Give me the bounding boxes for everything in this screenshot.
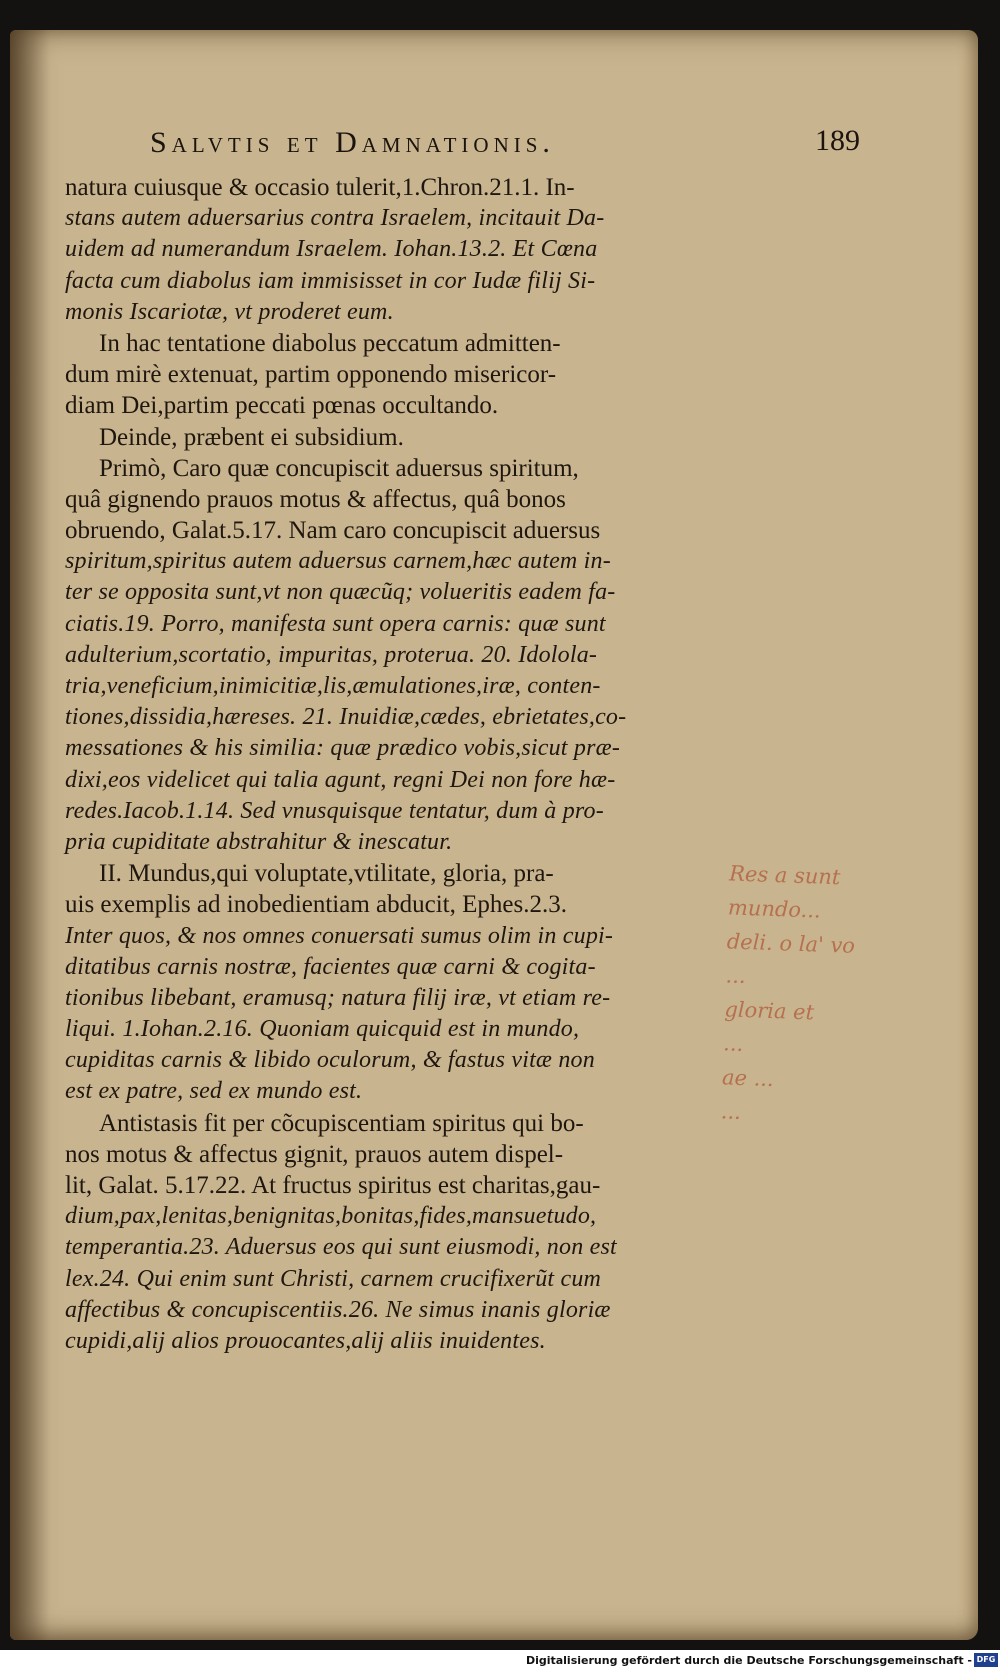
running-title: Salvtis et Damnationis. bbox=[150, 126, 555, 159]
text-line: spiritum,spiritus autem aduersus carnem,hæc autem in- bbox=[65, 548, 611, 575]
marginalia-line: mundo... bbox=[727, 895, 822, 923]
marginalia-line: deli. o la' vo bbox=[726, 929, 856, 958]
book-page bbox=[10, 30, 978, 1640]
marginalia-line: ae ... bbox=[721, 1065, 775, 1092]
body-text bbox=[65, 172, 715, 1357]
text-line: ter se opposita sunt,vt non quæcũq; volueritis eadem fa- bbox=[65, 579, 616, 606]
text-line: tionibus libebant, eramusq; natura filij iræ, vt etiam re- bbox=[65, 984, 611, 1011]
text-line: lit, Galat. 5.17.22. At fructus spiritus est charitas,gau- bbox=[65, 1172, 601, 1199]
text-line: stans autem aduersarius contra Israelem, incitauit Da- bbox=[65, 205, 605, 232]
text-line: diam Dei,partim peccati pœnas occultando. bbox=[65, 392, 499, 420]
text-line: In hac tentatione diabolus peccatum admitten- bbox=[99, 329, 561, 357]
text-line: messationes & his similia: quæ prædico vobis,sicut præ- bbox=[65, 735, 621, 762]
text-line: nos motus & affectus gignit, prauos autem dispel- bbox=[65, 1140, 564, 1168]
marginalia-line: ... bbox=[722, 1031, 744, 1056]
page-number: 189 bbox=[815, 124, 860, 157]
handwritten-marginalia bbox=[720, 856, 939, 1135]
text-line: monis Iscariotæ, vt proderet eum. bbox=[65, 298, 394, 325]
marginalia-line: ... bbox=[725, 963, 747, 989]
text-line: cupidi,alij alios prouocantes,alij aliis inuidentes. bbox=[65, 1327, 546, 1354]
text-line: dum mirè extenuat, partim opponendo misericor- bbox=[65, 361, 557, 389]
text-line: obruendo, Galat.5.17. Nam caro concupiscit aduersus bbox=[65, 517, 601, 545]
text-line: Primò, Caro quæ concupiscit aduersus spiritum, bbox=[99, 454, 579, 482]
text-line: temperantia.23. Aduersus eos qui sunt eiusmodi, non est bbox=[65, 1234, 617, 1261]
marginalia-line: ... bbox=[720, 1099, 742, 1124]
text-line: affectibus & concupiscentiis.26. Ne simus inanis gloriæ bbox=[65, 1296, 611, 1323]
running-head bbox=[150, 112, 910, 172]
text-line: Inter quos, & nos omnes conuersati sumus olim in cupi- bbox=[65, 922, 614, 949]
text-line: dixi,eos videlicet qui talia agunt, regni Dei non fore hæ- bbox=[65, 766, 616, 793]
marginalia-line: gloria et bbox=[724, 997, 815, 1025]
text-line: ditatibus carnis nostræ, facientes quæ carni & cogita- bbox=[65, 953, 596, 980]
text-line: Antistasis fit per cõcupiscentiam spiritus qui bo- bbox=[99, 1109, 584, 1137]
text-line: tiones,dissidia,hæreses. 21. Inuidiæ,cædes, ebrietates,co- bbox=[65, 704, 627, 731]
text-line: ciatis.19. Porro, manifesta sunt opera carnis: quæ sunt bbox=[65, 610, 606, 637]
footer-bar bbox=[0, 1650, 1000, 1671]
text-line: cupiditas carnis & libido oculorum, & fastus vitæ non bbox=[65, 1047, 595, 1074]
text-line: redes.Iacob.1.14. Sed vnusquisque tentatur, dum à pro- bbox=[65, 797, 604, 824]
text-line: dium,pax,lenitas,benignitas,bonitas,fides,mansuetudo, bbox=[65, 1203, 597, 1230]
dfg-logo: DFG bbox=[974, 1653, 998, 1667]
funding-credit: Digitalisierung gefördert durch die Deutsche Forschungsgemeinschaft - bbox=[525, 1654, 972, 1667]
text-line: tria,veneficium,inimicitiæ,lis,æmulationes,iræ, conten- bbox=[65, 673, 601, 699]
text-line: Deinde, præbent ei subsidium. bbox=[99, 423, 404, 451]
text-line: natura cuiusque & occasio tulerit,1.Chron.21.1. In- bbox=[65, 174, 575, 201]
text-line: liqui. 1.Iohan.2.16. Quoniam quicquid est in mundo, bbox=[65, 1016, 580, 1043]
text-line: lex.24. Qui enim sunt Christi, carnem crucifixerũt cum bbox=[65, 1265, 602, 1292]
text-line: quâ gignendo prauos motus & affectus, quâ bonos bbox=[65, 485, 566, 513]
text-line: uidem ad numerandum Israelem. Iohan.13.2. Et Cœna bbox=[65, 236, 598, 263]
text-line: facta cum diabolus iam immisisset in cor Iudæ filij Si- bbox=[65, 267, 596, 294]
text-line: est ex patre, sed ex mundo est. bbox=[65, 1078, 363, 1105]
marginalia-line: Res a sunt bbox=[728, 861, 841, 890]
text-line: adulterium,scortatio, impuritas, proterua. 20. Idolola- bbox=[65, 641, 598, 668]
text-line: pria cupiditate abstrahitur & inescatur. bbox=[65, 828, 453, 855]
text-line: uis exemplis ad inobedientiam abducit, Ephes.2.3. bbox=[65, 891, 567, 919]
text-line: II. Mundus,qui voluptate,vtilitate, gloria, pra- bbox=[99, 860, 554, 888]
